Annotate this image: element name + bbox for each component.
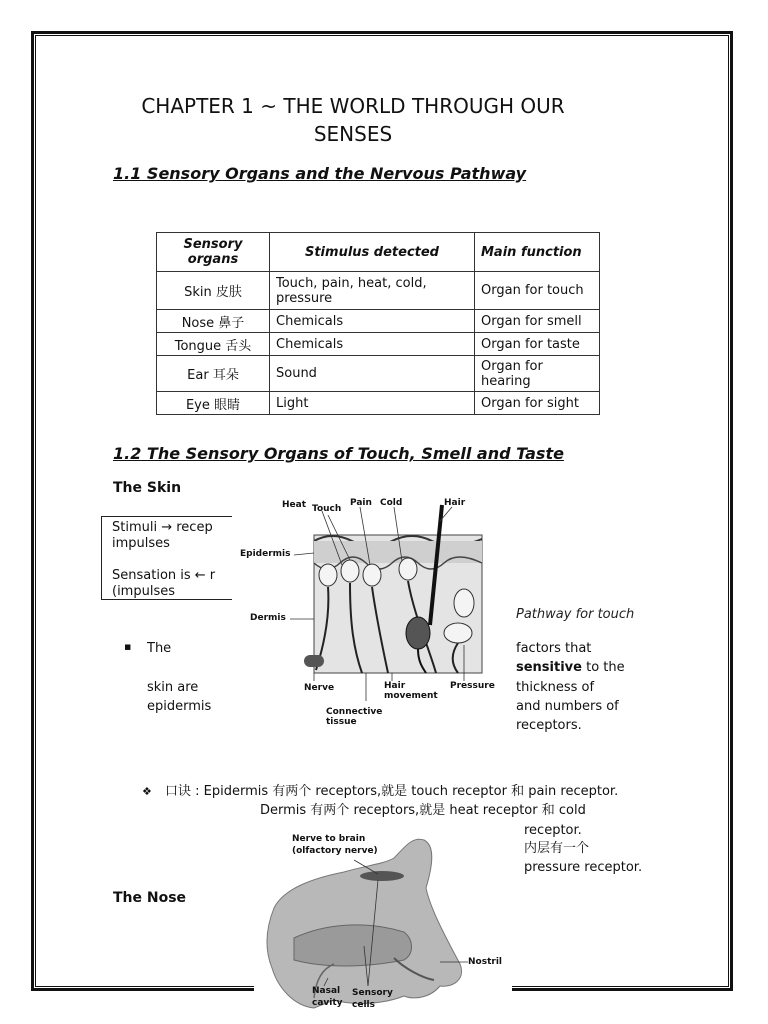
sensory-organs-table — [156, 232, 600, 415]
nostril-label: Nostril — [468, 957, 502, 967]
nasal-cavity-label-1: Nasal — [312, 986, 341, 996]
left-text-line-1: The — [147, 641, 172, 656]
diamond-bullet-icon: ❖ — [142, 785, 152, 798]
pain-label: Pain — [350, 498, 372, 508]
right-text-line-2 — [516, 658, 625, 677]
header-stimulus-detected: Stimulus detected — [270, 233, 475, 272]
pathway-line-3: Sensation is ← r — [112, 568, 216, 583]
right-text-line-1: factors that — [516, 641, 592, 656]
sensory-cells-label-1: Sensory — [352, 988, 393, 998]
touch-label: Touch — [312, 504, 342, 514]
left-text-line-2: skin are — [147, 680, 199, 695]
right-text-line-5: receptors. — [516, 718, 582, 733]
nerve-to-brain-label-1: Nerve to brain — [292, 834, 366, 844]
organ-cell: Nose 鼻子 — [157, 310, 270, 333]
sensory-cells-label-2: cells — [352, 1000, 375, 1010]
hair-movement-label-1: Hair — [384, 681, 406, 691]
nerve-label: Nerve — [304, 683, 335, 693]
pressure-label: Pressure — [450, 681, 495, 691]
header-sensory-organs: Sensory organs — [157, 233, 270, 272]
hair-label: Hair — [444, 498, 466, 508]
hair-movement-label-2: movement — [384, 691, 438, 701]
right-text-line-2-rest: to the — [581, 660, 625, 675]
function-cell: Organ for smell — [475, 310, 600, 333]
stimulus-cell: Light — [270, 392, 475, 415]
connective-tissue-label-2: tissue — [326, 717, 357, 727]
chapter-title — [112, 92, 594, 148]
epidermis-label: Epidermis — [240, 549, 291, 559]
skin-heading: The Skin — [113, 480, 182, 496]
table-row — [157, 310, 600, 333]
chapter-title-line2: SENSES — [313, 122, 393, 146]
function-cell: Organ for taste — [475, 333, 600, 356]
function-cell: Organ for sight — [475, 392, 600, 415]
heat-label: Heat — [282, 500, 307, 510]
pathway-line-1: Stimuli → recep — [112, 520, 213, 535]
function-cell: Organ for touch — [475, 272, 600, 310]
table-header-row — [157, 233, 600, 272]
pathway-line-4: (impulses — [112, 584, 175, 599]
organ-cell: Skin 皮肤 — [157, 272, 270, 310]
cold-label: Cold — [380, 498, 403, 508]
sensitive-emphasis: sensitive — [516, 660, 582, 675]
organ-cell: Eye 眼睛 — [157, 392, 270, 415]
function-cell: Organ for hearing — [475, 356, 600, 392]
mnemonic-line-1: 口诀 : Epidermis 有两个 receptors,就是 touch receptor 和 pain receptor. — [165, 784, 619, 799]
nose-cross-section-figure — [254, 828, 512, 1020]
right-text-line-3: thickness of — [516, 680, 595, 695]
mnemonic-line-3: receptor. — [524, 823, 582, 838]
mnemonic-line-5: pressure receptor. — [524, 860, 643, 875]
connective-tissue-label-1: Connective — [326, 707, 383, 717]
nerve-to-brain-label-2: (olfactory nerve) — [292, 846, 378, 856]
table-row — [157, 356, 600, 392]
bullet-icon: ▪ — [124, 640, 132, 653]
stimulus-cell: Sound — [270, 356, 475, 392]
mnemonic-line-4: 内层有一个 — [524, 841, 590, 856]
organ-cell: Tongue 舌头 — [157, 333, 270, 356]
nasal-cavity-label-2: cavity — [312, 998, 343, 1008]
stimulus-cell: Chemicals — [270, 310, 475, 333]
section-1-2-heading: 1.2 The Sensory Organs of Touch, Smell and Taste — [113, 444, 564, 463]
section-1-1-heading: 1.1 Sensory Organs and the Nervous Pathway — [113, 164, 527, 183]
header-main-function: Main function — [475, 233, 600, 272]
left-text-line-3: epidermis — [147, 699, 212, 714]
right-text-line-4: and numbers of — [516, 699, 619, 714]
nose-heading: The Nose — [113, 890, 187, 906]
organ-cell: Ear 耳朵 — [157, 356, 270, 392]
dermis-label: Dermis — [250, 613, 286, 623]
table-row — [157, 272, 600, 310]
chapter-title-line1: CHAPTER 1 ~ THE WORLD THROUGH OUR — [141, 94, 565, 118]
mnemonic-line-2: Dermis 有两个 receptors,就是 heat receptor 和 cold — [260, 803, 586, 818]
pathway-line-2: impulses — [112, 536, 170, 551]
table-row — [157, 333, 600, 356]
stimulus-cell: Chemicals — [270, 333, 475, 356]
figure-caption: Pathway for touch — [516, 607, 635, 622]
stimulus-cell: Touch, pain, heat, cold, pressure — [270, 272, 475, 310]
skin-cross-section-figure — [232, 495, 502, 731]
table-row — [157, 392, 600, 415]
